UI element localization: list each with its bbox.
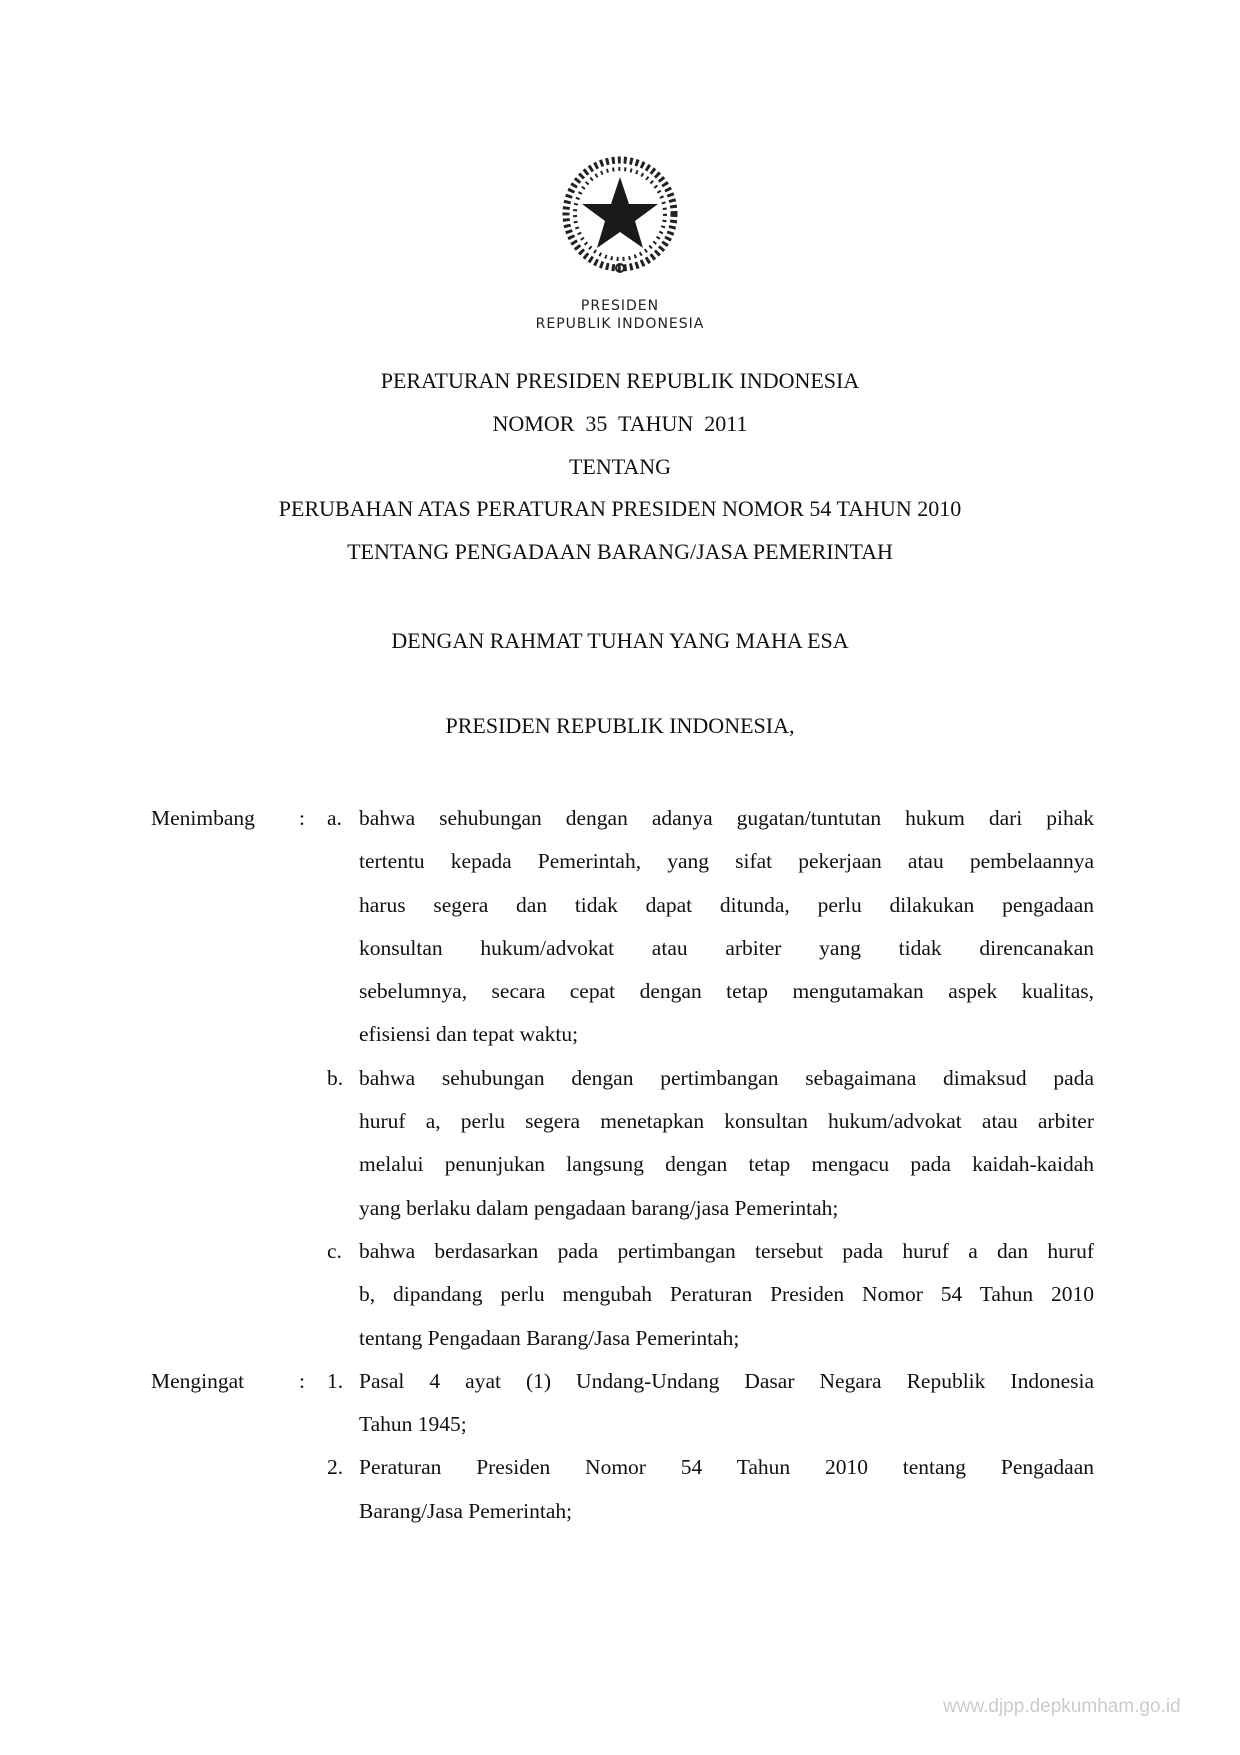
invocation: DENGAN RAHMAT TUHAN YANG MAHA ESA [391, 628, 849, 653]
emblem-caption-republik: REPUBLIK INDONESIA [535, 316, 705, 332]
text-line: melalui penunjukan langsung dengan tetap mengacu pada kaidah-kaidah [359, 1152, 1094, 1177]
text-line: konsultan hukum/advokat atau arbiter yang tidak direncanakan [359, 935, 1094, 960]
text-line: efisiensi dan tepat waktu; [359, 1022, 579, 1047]
text-line: bahwa sehubungan dengan adanya gugatan/tuntutan hukum dari pihak [359, 806, 1094, 830]
clause-item [0, 797, 1240, 1057]
item-marker: b. [327, 1065, 344, 1090]
text-line: Peraturan Presiden Nomor 54 Tahun 2010 tentang Pengadaan [359, 1455, 1094, 1480]
text-line: tertentu kepada Pemerintah, yang sifat pekerjaan atau pembelaannya [359, 849, 1094, 874]
clause-item [0, 1446, 1240, 1533]
title-number: NOMOR 35 TAHUN 2011 [492, 411, 748, 436]
item-marker: c. [327, 1238, 342, 1263]
text-line: harus segera dan tidak dapat ditunda, perlu dilakukan pengadaan [359, 892, 1094, 917]
presidential-emblem [556, 152, 684, 280]
section-colon: : [299, 806, 305, 830]
section-label: Menimbang [151, 806, 255, 830]
title-line: PERATURAN PRESIDEN REPUBLIK INDONESIA [380, 368, 860, 393]
text-line: yang berlaku dalam pengadaan barang/jasa Pemerintah; [359, 1195, 839, 1220]
text-line: huruf a, perlu segera menetapkan konsultan hukum/advokat atau arbiter [359, 1109, 1094, 1134]
item-marker: a. [327, 806, 342, 830]
text-line: bahwa sehubungan dengan pertimbangan sebagaimana dimaksud pada [359, 1065, 1094, 1090]
title-subject: PERUBAHAN ATAS PERATURAN PRESIDEN NOMOR 54 TAHUN 2010 [278, 496, 962, 521]
document-body [0, 797, 1240, 1533]
clause-item [0, 1057, 1240, 1230]
text-line: Tahun 1945; [359, 1412, 467, 1437]
text-line: tentang Pengadaan Barang/Jasa Pemerintah; [359, 1325, 740, 1350]
title-subject-2: TENTANG PENGADAAN BARANG/JASA PEMERINTAH [347, 539, 893, 564]
section-colon: : [299, 1368, 305, 1393]
text-line: b, dipandang perlu mengubah Peraturan Presiden Nomor 54 Tahun 2010 [359, 1282, 1094, 1307]
clause-item [0, 1230, 1240, 1360]
section-label: Mengingat [151, 1368, 245, 1393]
clause-item [0, 1360, 1240, 1447]
item-marker: 2. [327, 1455, 344, 1480]
watermark: www.djpp.depkumham.go.id [943, 1696, 1181, 1717]
issuer: PRESIDEN REPUBLIK INDONESIA, [445, 713, 795, 738]
emblem-caption-presiden: PRESIDEN [580, 298, 660, 314]
text-line: bahwa berdasarkan pada pertimbangan tersebut pada huruf a dan huruf [359, 1238, 1094, 1263]
text-line: sebelumnya, secara cepat dengan tetap mengutamakan aspek kualitas, [359, 979, 1094, 1004]
text-line: Barang/Jasa Pemerintah; [359, 1498, 573, 1523]
item-marker: 1. [327, 1368, 344, 1393]
text-line: Pasal 4 ayat (1) Undang-Undang Dasar Negara Republik Indonesia [359, 1368, 1094, 1393]
title-tentang: TENTANG [568, 454, 672, 479]
